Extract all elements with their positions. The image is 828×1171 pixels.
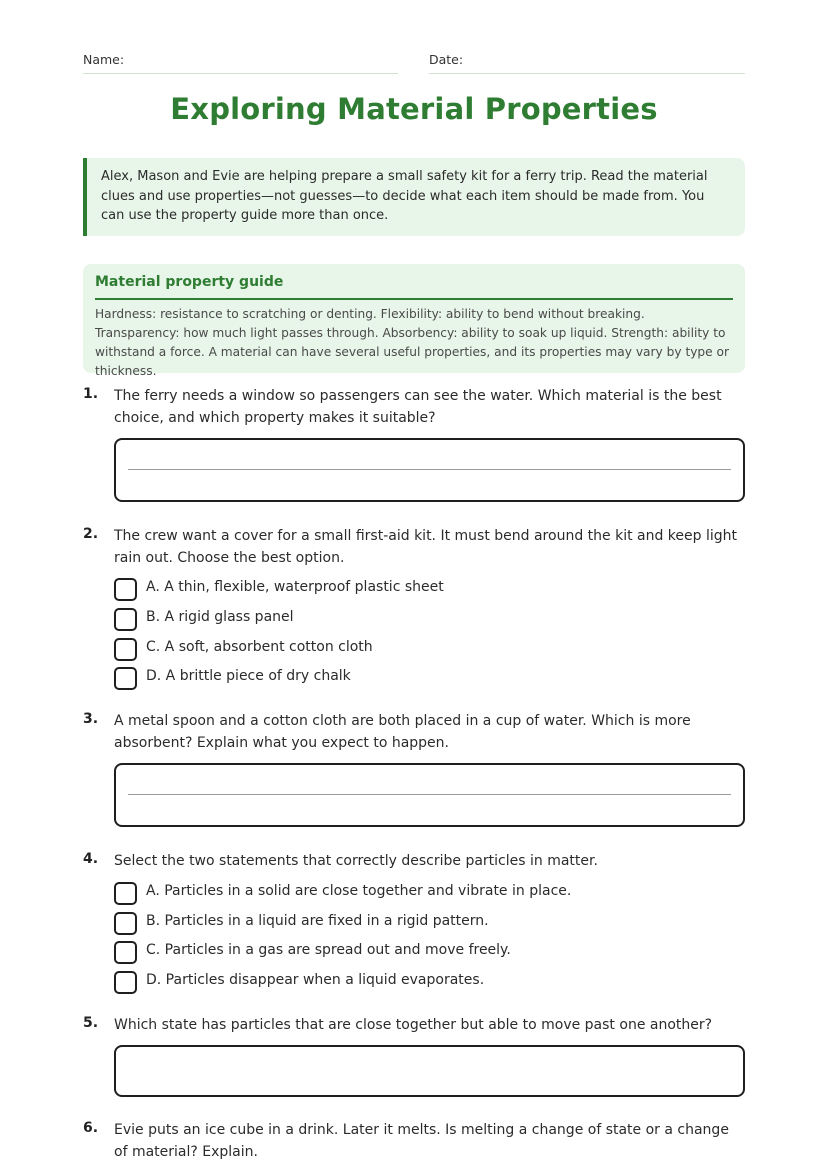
answer-line xyxy=(128,469,731,470)
option-d[interactable] xyxy=(114,667,734,691)
option-label: C. A soft, absorbent cotton cloth xyxy=(146,639,373,655)
answer-line xyxy=(128,794,731,795)
option-d[interactable] xyxy=(114,971,734,995)
page-title: Exploring Material Properties xyxy=(170,92,658,126)
option-a[interactable] xyxy=(114,578,734,602)
option-b[interactable] xyxy=(114,912,734,936)
checkbox[interactable] xyxy=(114,638,137,661)
checkbox[interactable] xyxy=(114,608,137,631)
option-label: A. Particles in a solid are close together and vibrate in place. xyxy=(146,883,572,899)
question-number: 1. xyxy=(83,386,99,402)
question-number: 6. xyxy=(83,1120,99,1136)
question-number: 2. xyxy=(83,526,99,542)
question-text: Evie puts an ice cube in a drink. Later it melts. Is melting a change of state or a change of material? Explain. xyxy=(114,1122,729,1160)
option-label: D. Particles disappear when a liquid evaporates. xyxy=(146,972,485,988)
date-field[interactable] xyxy=(429,52,745,74)
question-number: 5. xyxy=(83,1015,99,1031)
option-label: A. A thin, flexible, waterproof plastic sheet xyxy=(146,579,444,595)
option-c[interactable] xyxy=(114,941,734,965)
name-label: Name: xyxy=(83,52,125,67)
name-field[interactable] xyxy=(83,52,398,74)
question-number: 4. xyxy=(83,851,99,867)
property-guide xyxy=(83,264,745,378)
checkbox[interactable] xyxy=(114,941,137,964)
checkbox[interactable] xyxy=(114,667,137,690)
option-c[interactable] xyxy=(114,638,734,662)
question-text: Which state has particles that are close together but able to move past one another? xyxy=(114,1017,713,1033)
guide-title: Material property guide xyxy=(95,274,733,300)
checkbox[interactable] xyxy=(114,912,137,935)
option-label: D. A brittle piece of dry chalk xyxy=(146,668,351,684)
question-text: A metal spoon and a cotton cloth are both placed in a cup of water. Which is more absorbent? Explain what you expect to happen. xyxy=(114,713,691,751)
date-label: Date: xyxy=(429,52,464,67)
question-text: Select the two statements that correctly describe particles in matter. xyxy=(114,853,598,869)
checkbox[interactable] xyxy=(114,578,137,601)
checkbox[interactable] xyxy=(114,971,137,994)
guide-text: Hardness: resistance to scratching or denting. Flexibility: ability to bend without breaking. Transparency: how much light passes through. Absorbency: ability to soak up liquid. Strength: ability to withstand a force. A material can have several useful properties, and its properties may vary by type or thickness. xyxy=(95,307,730,378)
option-label: B. Particles in a liquid are fixed in a rigid pattern. xyxy=(146,913,489,929)
option-label: B. A rigid glass panel xyxy=(146,609,294,625)
answer-box[interactable] xyxy=(114,438,745,502)
answer-box[interactable] xyxy=(114,1045,745,1097)
intro-callout: Alex, Mason and Evie are helping prepare a small safety kit for a ferry trip. Read the material clues and use properties—not guesses—to decide what each item should be made from. You can use the property guide more than once. xyxy=(83,158,745,236)
header-fields xyxy=(83,52,745,74)
checkbox[interactable] xyxy=(114,882,137,905)
option-label: C. Particles in a gas are spread out and move freely. xyxy=(146,942,511,958)
question-text: The crew want a cover for a small first-aid kit. It must bend around the kit and keep light rain out. Choose the best option. xyxy=(114,528,738,566)
option-a[interactable] xyxy=(114,882,734,906)
question-text: The ferry needs a window so passengers can see the water. Which material is the best choice, and which property makes it suitable? xyxy=(114,388,722,426)
answer-box[interactable] xyxy=(114,763,745,827)
question-number: 3. xyxy=(83,711,99,727)
option-b[interactable] xyxy=(114,608,734,632)
